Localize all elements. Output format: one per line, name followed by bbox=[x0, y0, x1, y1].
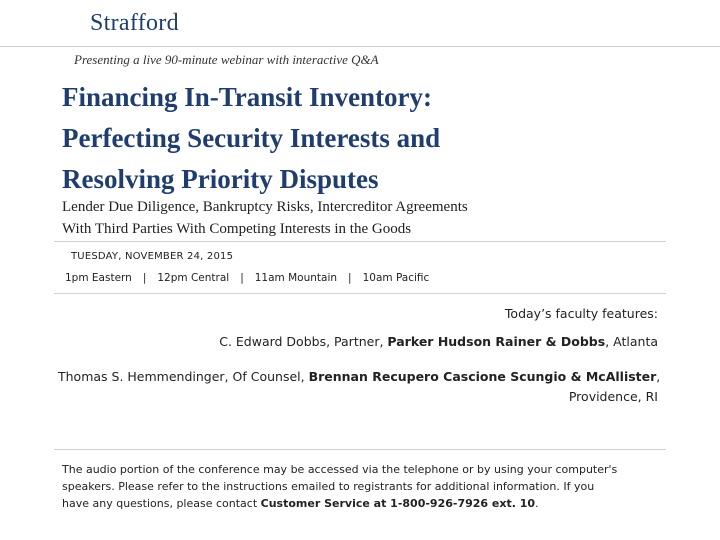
notice-line-3-text: have any questions, please contact bbox=[62, 497, 261, 510]
notice-line-2: speakers. Please refer to the instructions emailed to registrants for additional information. If you bbox=[62, 480, 595, 493]
speaker-1-location: , Atlanta bbox=[605, 334, 658, 349]
time-pacific: 10am Pacific bbox=[362, 272, 430, 284]
notice-line-1: The audio portion of the conference may be accessed via the telephone or by using your computer's bbox=[62, 463, 618, 476]
time-mountain: 11am Mountain bbox=[254, 272, 338, 284]
time-separator: | bbox=[240, 272, 244, 284]
title-line-2: Perfecting Security Interests and bbox=[62, 123, 441, 153]
divider-bottom bbox=[54, 449, 666, 450]
speaker-2-location: Providence, RI bbox=[568, 389, 658, 404]
speaker-2-name: Thomas S. Hemmendinger, Of Counsel, bbox=[58, 369, 309, 384]
webinar-title bbox=[62, 77, 702, 200]
title-line-1: Financing In-Transit Inventory: bbox=[62, 82, 433, 112]
faculty-intro: Today’s faculty features: bbox=[504, 306, 658, 321]
customer-service-contact: Customer Service at 1-800-926-7926 ext. 10 bbox=[260, 497, 536, 510]
divider-top bbox=[54, 241, 666, 242]
time-separator: | bbox=[348, 272, 352, 284]
speaker-1-firm: Parker Hudson Rainer & Dobbs bbox=[387, 334, 606, 349]
webinar-subtitle bbox=[62, 196, 468, 240]
subtitle-line-2: With Third Parties With Competing Interests in the Goods bbox=[62, 221, 412, 237]
speaker-2-comma: , bbox=[656, 369, 661, 384]
time-eastern: 1pm Eastern bbox=[65, 272, 132, 284]
speaker-2-line-1 bbox=[58, 367, 661, 387]
title-line-3: Resolving Priority Disputes bbox=[62, 164, 379, 194]
speaker-1 bbox=[58, 332, 658, 352]
speaker-2-firm: Brennan Recupero Cascione Scungio & McAllister bbox=[308, 369, 657, 384]
subtitle-line-1: Lender Due Diligence, Bankruptcy Risks, Intercreditor Agreements bbox=[62, 199, 468, 215]
speaker-1-name: C. Edward Dobbs, Partner, bbox=[219, 334, 388, 349]
notice-line-3-end: . bbox=[535, 497, 539, 510]
time-separator: | bbox=[142, 272, 147, 284]
notice-line-3 bbox=[62, 495, 662, 512]
audio-notice bbox=[62, 461, 662, 512]
webinar-tagline: Presenting a live 90-minute webinar with interactive Q&A bbox=[74, 52, 379, 67]
header-divider bbox=[0, 46, 720, 47]
speaker-2 bbox=[58, 367, 661, 407]
strafford-logo: Strafford bbox=[90, 10, 179, 36]
webinar-date: TUESDAY, NOVEMBER 24, 2015 bbox=[71, 251, 234, 262]
time-zones bbox=[65, 272, 429, 284]
time-central: 12pm Central bbox=[157, 272, 230, 284]
divider-middle bbox=[54, 293, 666, 294]
